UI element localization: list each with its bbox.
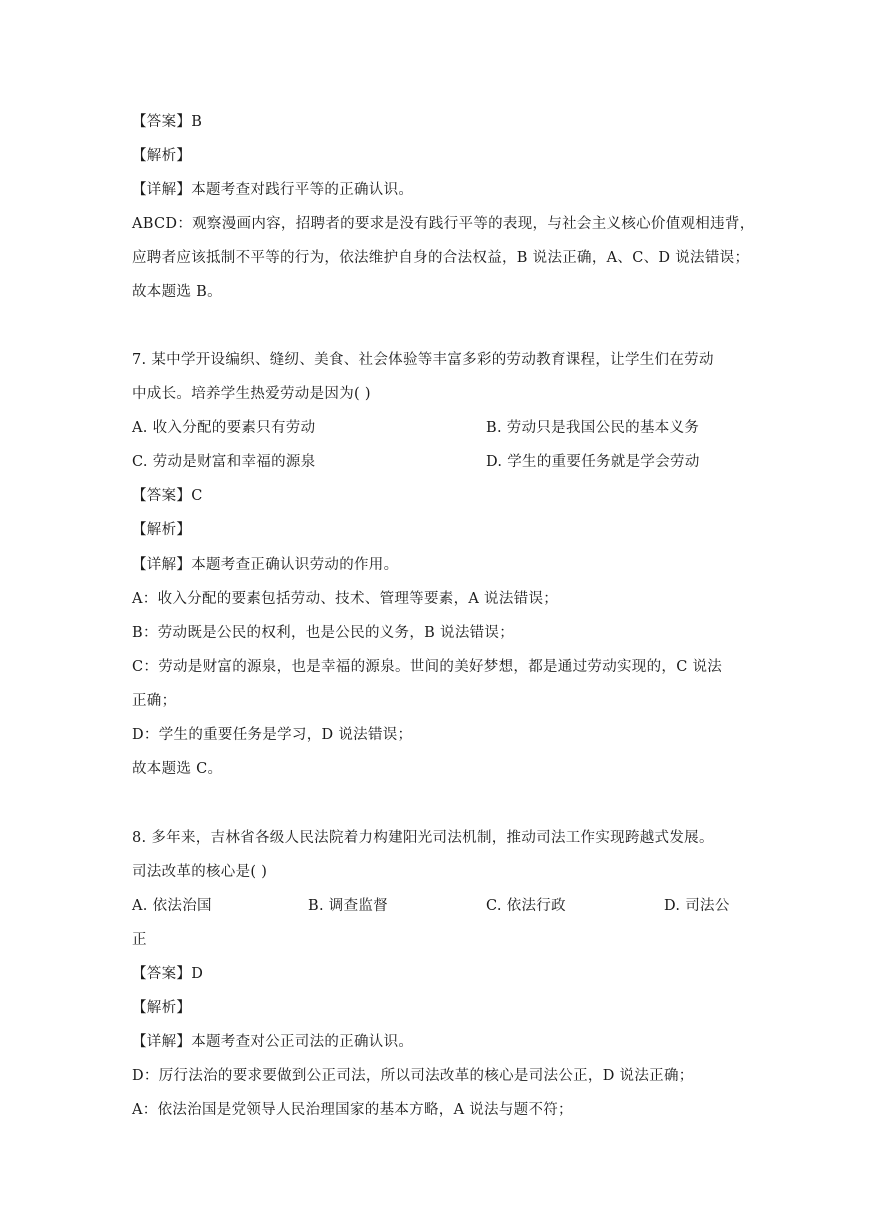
q7-stem-line-1: 7. 某中学开设编织、缝纫、美食、社会体验等丰富多彩的劳动教育课程，让学生们在劳动	[132, 352, 714, 368]
q8-answer: 【答案】D	[132, 966, 204, 982]
q7-analysis-heading: 【解析】	[132, 522, 192, 538]
q6-line-1: ABCD：观察漫画内容，招聘者的要求是没有践行平等的表现，与社会主义核心价值观相违背，	[132, 216, 755, 232]
q8-option-c: C. 依法行政	[486, 898, 566, 914]
q7-stem-line-2: 中成长。培养学生热爱劳动是因为( )	[132, 386, 371, 402]
q8-option-d: D. 司法公	[664, 898, 730, 914]
q6-answer: 【答案】B	[132, 114, 203, 130]
q8-stem-line-1: 8. 多年来，吉林省各级人民法院着力构建阳光司法机制，推动司法工作实现跨越式发展。	[132, 830, 714, 846]
q6-line-3: 故本题选 B。	[132, 284, 222, 300]
q7-line-4: 正确；	[132, 693, 177, 709]
q6-analysis-heading: 【解析】	[132, 148, 192, 164]
q6-detail: 【详解】本题考查对践行平等的正确认识。	[132, 182, 414, 198]
q8-option-a: A. 依法治国	[132, 898, 212, 914]
q7-line-3: C：劳动是财富的源泉，也是幸福的源泉。世间的美好梦想，都是通过劳动实现的，C 说法	[132, 659, 723, 675]
q8-option-b: B. 调查监督	[308, 898, 388, 914]
q8-line-2: A：依法治国是党领导人民治理国家的基本方略，A 说法与题不符；	[132, 1102, 573, 1118]
q7-line-2: B：劳动既是公民的权利，也是公民的义务，B 说法错误；	[132, 625, 515, 641]
q7-option-d: D. 学生的重要任务就是学会劳动	[486, 454, 700, 470]
q8-analysis-heading: 【解析】	[132, 1000, 192, 1016]
q7-line-5: D：学生的重要任务是学习，D 说法错误；	[132, 727, 413, 743]
q7-line-6: 故本题选 C。	[132, 761, 223, 777]
q7-line-1: A：收入分配的要素包括劳动、技术、管理等要素，A 说法错误；	[132, 591, 559, 607]
q7-option-c: C. 劳动是财富和幸福的源泉	[132, 454, 316, 470]
q7-option-a: A. 收入分配的要素只有劳动	[132, 420, 316, 436]
q8-line-1: D：厉行法治的要求要做到公正司法，所以司法改革的核心是司法公正，D 说法正确；	[132, 1068, 694, 1084]
q7-answer: 【答案】C	[132, 488, 203, 504]
q8-detail: 【详解】本题考查对公正司法的正确认识。	[132, 1034, 414, 1050]
q7-option-b: B. 劳动只是我国公民的基本义务	[486, 420, 700, 436]
q8-stem-line-2: 司法改革的核心是( )	[132, 864, 268, 880]
q8-option-d-continued: 正	[132, 932, 147, 948]
q7-detail: 【详解】本题考查正确认识劳动的作用。	[132, 557, 399, 573]
q6-line-2: 应聘者应该抵制不平等的行为，依法维护自身的合法权益，B 说法正确，A、C、D 说法错误；	[132, 250, 750, 266]
